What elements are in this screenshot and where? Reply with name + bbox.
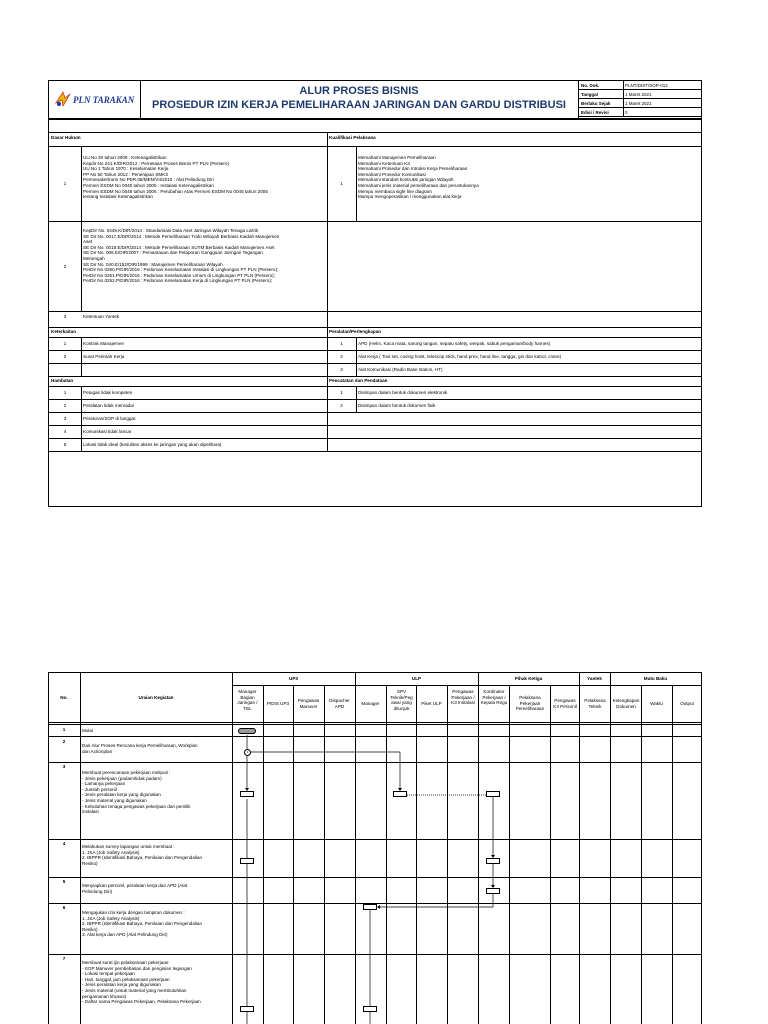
group-ulp: ULP bbox=[411, 676, 422, 681]
role-header: PIDIS UP3 bbox=[266, 701, 290, 706]
role-header: Piket ULP bbox=[421, 701, 442, 706]
meta-key: Tanggal bbox=[581, 91, 598, 97]
section-keterkaitan: Keterkaitan bbox=[51, 329, 77, 334]
row-number: 1 bbox=[63, 390, 67, 395]
row-number: 3 bbox=[340, 367, 343, 372]
step-text: Dari Alur Proses Rencana kerja Pemeliharaan, Workplan dan Actionplan bbox=[82, 743, 198, 754]
meta-row bbox=[579, 99, 702, 108]
step-number: 2 bbox=[62, 739, 66, 744]
step-text: Membuat perencanaan pekerjaan meliputi : - Jenis pekerjaan (padam/tidak padam) - Lamanya pekerjaan - Jumlah personil - Jenis peralatan kerja yang digunakan - Jenis material yang digunakan - Kebutuhan tenaga pengawas pekerjaan dari pemilik instalasi bbox=[82, 770, 191, 815]
meta-key: No. Dok. bbox=[581, 82, 600, 88]
page-title: ALUR PROSES BISNIS bbox=[299, 85, 419, 97]
row-number: 5 bbox=[63, 442, 67, 447]
process-box-icon bbox=[363, 904, 377, 910]
hambatan-item: Komunikasi tidak lancar bbox=[83, 429, 132, 434]
process-box-icon bbox=[240, 791, 254, 797]
row-number: 1 bbox=[63, 181, 67, 186]
dasar-hukum-text: KepDir No. 0449.K/DIR/2014 : Standarisasi Data Aset Jaringan Wilayah Tenaga Listrik SE Dir No. 0017.E/DIR/2014 : Metode Pemeliharaan Trafo Wilayah Berbasis Kaidah Manajemen Aset SE Dir No. 0018.E/DIR/2014 : Metode Pemeliharaan SUTM Berbasis Kaidah Manajemen Aset SE Dir No. 006.E/DIR/2007 : Pemantauan dan Pelaporan Gangguan Jaringan Tegangan Menengah SE Dir No. 040.E/152/DIR/1999 : Manajemen Pemeliharaan Wilayah PerDir No 0250.P/DIR/2016 : Pedoman Keselamatan Instalasi di Lingkungan PT PLN (Persero); PerDir No 0251.P/DIR/2016 : Pedoman Keselamatan Umum di Lingkungan PT PLN (Persero); PerDir No 0252.P/DIR/2016 : Pedoman Keselamatan Kerja di Lingkungan PT PLN (Persero); bbox=[83, 228, 280, 284]
row-number: 1 bbox=[340, 341, 343, 346]
role-header: Pengawas K3 Personil bbox=[553, 698, 577, 709]
meta-value: 0 bbox=[625, 109, 628, 115]
process-box-icon bbox=[486, 888, 500, 894]
step-text: Menyiapkan personil, peralatan kerja dan APD (Alat Pelindung Diri) bbox=[82, 883, 188, 894]
hambatan-item: Peraturan/SOP di langgar. bbox=[83, 416, 137, 421]
step-number: 5 bbox=[62, 879, 66, 884]
role-header: Waktu bbox=[650, 701, 663, 706]
group-yantek: Yantek bbox=[587, 676, 602, 681]
step-text: Membuat surat ijin pelaksanaan pekerjaan: - SOP Manuver pembebasan dan pengisian tegangan - Lokasi tempat pekerjaan - Hari, tanggal, jam pelaksanaan pekerjaan - Jenis peralatan kerja yang digunakan - Jenis material (untuk material yang membutuhkan pengamanan khusus) - Daftar nama Pengawas Pekerjaan, Pelaksana Pekerjaan bbox=[82, 960, 201, 1005]
document-header bbox=[48, 80, 702, 119]
row-number: 2 bbox=[63, 403, 67, 408]
meta-value: 1 Maret 2021 bbox=[625, 100, 652, 106]
group-pihak-ketiga: Pihak Ketiga bbox=[514, 676, 543, 681]
logo-cell bbox=[49, 81, 141, 118]
section-hambatan: Hambatan bbox=[51, 378, 74, 383]
step-number: 1 bbox=[62, 727, 66, 732]
process-box-icon bbox=[486, 791, 500, 797]
row-number: 2 bbox=[340, 403, 343, 408]
section-peralatan: Peralatan/Perlengkapan bbox=[329, 329, 382, 334]
step-number: 4 bbox=[62, 841, 66, 846]
role-header: Output bbox=[680, 701, 694, 706]
row-number: 4 bbox=[63, 429, 67, 434]
process-box-icon bbox=[240, 1006, 254, 1012]
section-pencatatan: Pencatatan dan Pendataan bbox=[329, 378, 388, 383]
meta-row bbox=[579, 90, 702, 99]
role-header: Pengawas Manuver bbox=[297, 698, 320, 709]
step-text: Mulai bbox=[82, 728, 93, 733]
group-up3: UP3 bbox=[289, 676, 298, 681]
role-header: Manager Bagian Jaringan / TEL bbox=[237, 689, 258, 711]
info-table bbox=[48, 119, 702, 507]
row-number: 1 bbox=[340, 390, 343, 395]
meta-key: Berlaku Sejak bbox=[581, 100, 611, 106]
row-number: 2 bbox=[340, 354, 343, 359]
pencatatan-item: Disimpan dalam bentuk dokumen elektronik bbox=[358, 390, 448, 395]
step-text: Mengajukan izin kerja dengan lampiran dokumen : 1. JSA (Job Safety Analysis) 2. IBPPR (Identifikasi Bahaya, Penilaian dan Pengendalian Resiko) 3. Alat kerja dan APD (Alat Pelindung Diri) bbox=[82, 910, 203, 938]
meta-value: 1 Maret 2021 bbox=[625, 91, 652, 97]
pln-logo-icon bbox=[53, 89, 73, 109]
meta-row bbox=[579, 81, 702, 90]
group-mutu-baku: Mutu Baku bbox=[643, 676, 668, 681]
flowchart-connectors bbox=[48, 672, 702, 1024]
meta-value: PLNT/DIST/SOP-012 bbox=[625, 82, 668, 88]
row-number: 2 bbox=[63, 354, 67, 359]
start-terminator-icon bbox=[238, 728, 256, 734]
process-box-icon bbox=[393, 791, 407, 797]
keterkaitan-item: Kontrak Manajemen bbox=[83, 341, 125, 346]
row-number: 1 bbox=[63, 341, 67, 346]
peralatan-item: Alat Komunikasi (Radio Base station, HT) bbox=[358, 367, 443, 372]
peralatan-item: Alat Kerja ( Tool set, coving hoist, telescop stick, hand prex, hand line, tangga, gin dan katrol, crane) bbox=[358, 354, 562, 359]
connector-circle-icon: 1 bbox=[244, 749, 251, 756]
company-name: PLN TARAKAN bbox=[73, 95, 135, 105]
dasar-hukum-text: UU No 30 tahun 2009 : Ketenagalistrikan Kepdir No 241.K/DIR/2012 : Pemetaan Proses Bisnis PT PLN (Persero) UU No 1 Tahun 1970 : Keselamatan Kerja PP No 50 Tahun 2012 : Penerapan SMK3 Permenakertrans No PER.08/MEN/VII/2010 : Alat Pelindung Diri Permen ESDM No 0045 tahun 2005 : Instalasi Ketenagalistrikan Permen ESDM No 0046 tahun 2006 : Perubahan Atas Permen ESDM No 0045 tahun 2005 tentang Instalasi Ketenagalistrikan bbox=[83, 155, 268, 200]
flow-table bbox=[48, 672, 702, 1024]
process-box-icon bbox=[363, 1006, 377, 1012]
hambatan-item: Lokasi tidak ideal (kesulitan akses ke jaringan yang akan dipelihara) bbox=[83, 442, 222, 447]
dasar-hukum-text: Ketentuan Yantek bbox=[83, 314, 120, 319]
kualifikasi-text: Memahami Manajemen Pemeliharaan Memahami Ketentuan K3 Memahami Prosedur dan Intruksi Kerja Pemeliharaan Memahami Prosedur Komunikasi Memahami standart kontruksi jaringan Wilayah Memahami jenis material pemeliharaan dan peruntukannya Mempu membaca sigle line diagram Mampu mengoperasikan / menggunakan alat kerja bbox=[358, 155, 479, 200]
page-subtitle: PROSEDUR IZIN KERJA PEMELIHARAAN JARINGAN DAN GARDU DISTRIBUSI bbox=[152, 99, 566, 111]
document-meta bbox=[578, 81, 702, 118]
process-box-icon bbox=[240, 858, 254, 864]
row-number: 3 bbox=[63, 416, 67, 421]
process-box-icon bbox=[486, 858, 500, 864]
col-uraian: Uraian Kegiatan bbox=[138, 695, 174, 700]
step-text: Melakukan survey lapangan untuk membuat : 1. JSA (Job Safety Analysis) 2. IBPPR (Identifikasi Bahaya, Penilaian dan Pengendalian Resiko) bbox=[82, 844, 203, 866]
row-number: 3 bbox=[63, 314, 67, 319]
role-header: SPV Teknik/Peg awai yang ditunjuk bbox=[390, 689, 413, 711]
pencatatan-item: Disimpan dalam bentuk dokumen fisik bbox=[358, 403, 436, 408]
role-header: Dispacher APD bbox=[329, 698, 350, 709]
role-header: Kordinator Pekerjaan / Kepala Regu bbox=[480, 689, 508, 706]
hambatan-item: Petugas tidak kompeten bbox=[83, 390, 133, 395]
keterkaitan-item: Surat Perintah Kerja bbox=[83, 354, 125, 359]
role-header: Kelengkapan Dokumen bbox=[612, 698, 640, 709]
section-kualifikasi: Kualifikasi Pelaksana bbox=[329, 135, 376, 140]
row-number: 2 bbox=[63, 264, 67, 269]
role-header: Pelaksana Teknik bbox=[584, 698, 606, 709]
section-dasar-hukum: Dasar Hukum bbox=[51, 135, 81, 140]
hambatan-item: Peralatan tidak memadai bbox=[83, 403, 134, 408]
peralatan-item: APD (Helm, Kaca mata, sarung tangan, sepatu safety, werpak, sabuk pengaman/body harnes) bbox=[358, 341, 551, 346]
step-number: 3 bbox=[62, 764, 66, 769]
step-number: 7 bbox=[62, 956, 66, 961]
meta-key: Edisi / Revisi bbox=[581, 109, 609, 115]
role-header: Manager bbox=[361, 701, 380, 706]
step-number: 6 bbox=[62, 905, 66, 910]
row-number: 1 bbox=[340, 181, 343, 186]
role-header: Pengawas Pekerjaan / K3 Instalasi bbox=[451, 689, 475, 706]
col-no: No. bbox=[60, 695, 68, 700]
meta-row bbox=[579, 108, 702, 117]
role-header: Pelaksana Pekerjaan Pemeliharaan bbox=[515, 695, 545, 712]
